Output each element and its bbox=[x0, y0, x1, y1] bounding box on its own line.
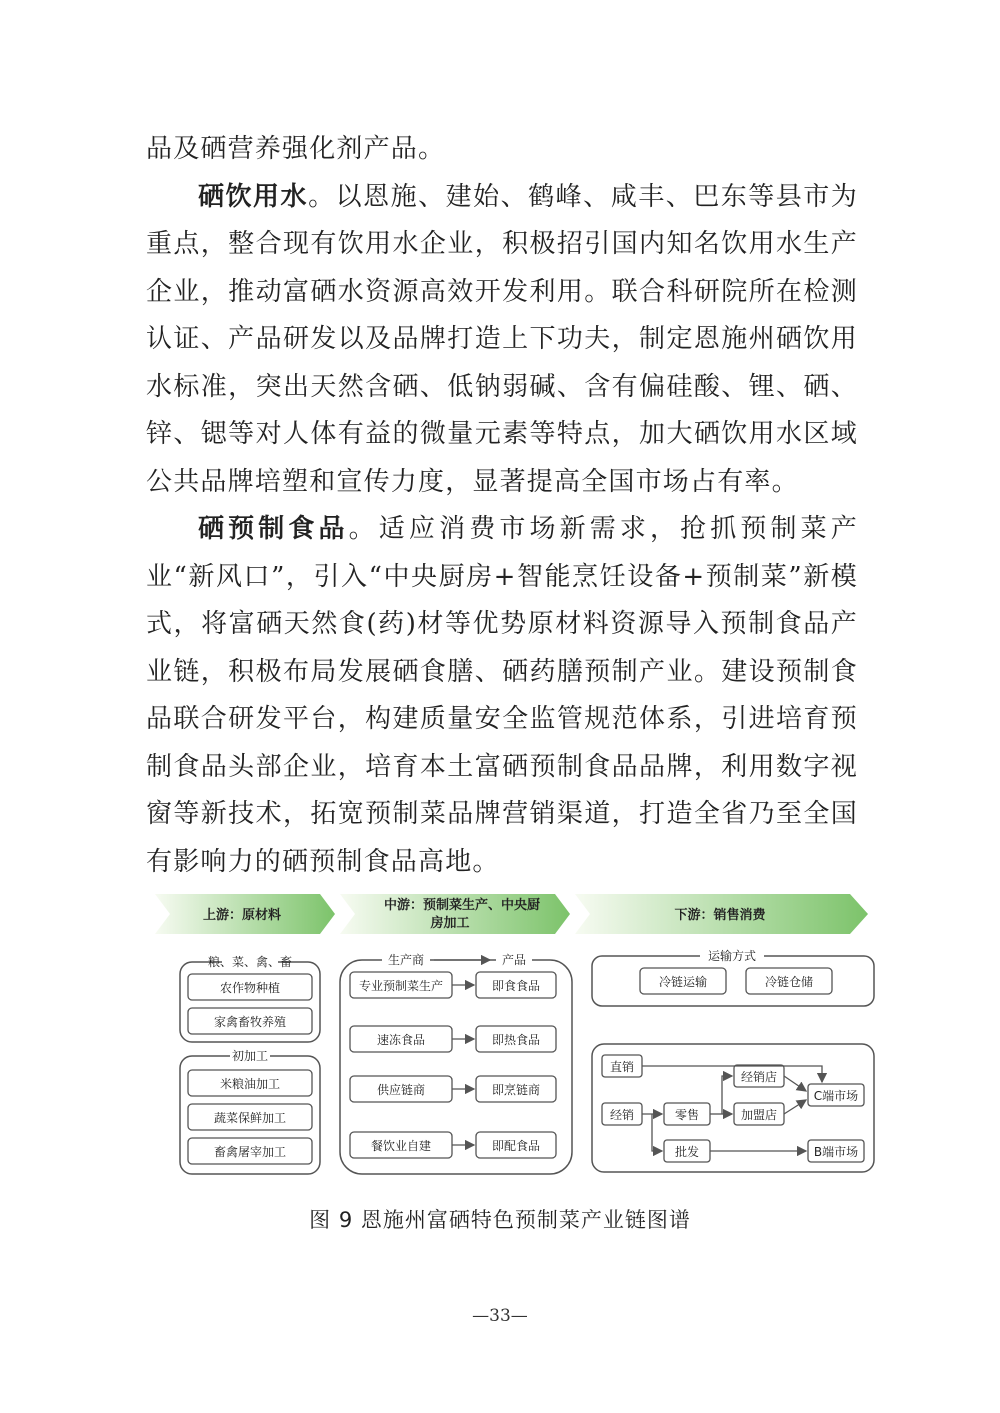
industry-chain-diagram bbox=[150, 884, 880, 1184]
flow-arrow bbox=[784, 1100, 806, 1114]
upstream-group2-label: 初加工 bbox=[231, 1049, 269, 1063]
product: 即热食品 bbox=[491, 1033, 541, 1047]
upstream-item: 米粮油加工 bbox=[219, 1077, 281, 1091]
product: 即食食品 bbox=[491, 979, 541, 993]
paragraph-body: 。适应消费市场新需求，抢抓预制菜产业“新风口”，引入“中央厨房+智能烹饪设备+预制菜”新模式，将富硒天然食(药)材等优势原材料资源导入预制食品产业链，积极布局发展硒食膳、硒药膳预制产业。建设预制食品联合研发平台，构建质量安全监管规范体系，引进培育预制食品头部企业，培育本土富硒预制食品品牌，利用数字视窗等新技术，拓宽预制菜品牌营销渠道，打造全省乃至全国有影响力的硒预制食品高地。 bbox=[146, 514, 858, 877]
paragraph-lead: 硒饮用水 bbox=[198, 181, 309, 212]
flow-arrow bbox=[642, 1066, 822, 1082]
flow-arrow bbox=[784, 1076, 806, 1091]
paragraph-prepared-food bbox=[146, 506, 858, 886]
midstream-header-line2: 房加工 bbox=[430, 916, 470, 931]
transport-item: 冷链仓储 bbox=[764, 975, 814, 989]
product: 即烹链商 bbox=[491, 1083, 541, 1097]
upstream-item: 蔬菜保鲜加工 bbox=[213, 1111, 287, 1125]
c-market: C端市场 bbox=[813, 1089, 859, 1103]
dealer: 经销店 bbox=[740, 1070, 778, 1084]
paragraph-selenium-water bbox=[146, 174, 858, 507]
downstream-header: 下游：销售消费 bbox=[674, 908, 766, 923]
midstream-header-line1: 中游：预制菜生产、中央厨 bbox=[383, 898, 541, 913]
producer: 专业预制菜生产 bbox=[358, 979, 444, 993]
wholesale: 批发 bbox=[674, 1145, 700, 1159]
flow-arrow bbox=[652, 1114, 662, 1151]
paragraph-lead: 硒预制食品 bbox=[198, 514, 349, 544]
paragraph-continuation: 品及硒营养强化剂产品。 bbox=[146, 134, 446, 164]
upstream-item: 畜禽屠宰加工 bbox=[213, 1145, 287, 1159]
figure-caption: 图 9 恩施州富硒特色预制菜产业链图谱 bbox=[309, 1208, 691, 1232]
retail: 零售 bbox=[674, 1108, 700, 1122]
distribution: 经销 bbox=[609, 1108, 635, 1122]
flow-arrow bbox=[722, 1076, 732, 1114]
b-market: B端市场 bbox=[813, 1145, 859, 1159]
product: 即配食品 bbox=[491, 1139, 541, 1153]
midstream-product-label: 产品 bbox=[501, 953, 527, 967]
upstream-header: 上游：原材料 bbox=[202, 908, 282, 923]
page-number: —33— bbox=[472, 1306, 528, 1326]
transport-item: 冷链运输 bbox=[658, 975, 708, 989]
upstream-group1-label: 粮、菜、禽、畜 bbox=[207, 955, 293, 969]
paragraph-body: 。以恩施、建始、鹤峰、咸丰、巴东等县市为重点，整合现有饮用水企业，积极招引国内知名饮用水生产企业，推动富硒水资源高效开发利用。联合科研院所在检测认证、产品研发以及品牌打造上下功夫，制定恩施州硒饮用水标准，突出天然含硒、低钠弱碱、含有偏硅酸、锂、硒、锌、锶等对人体有益的微量元素等特点，加大硒饮用水区域公共品牌培塑和宣传力度，显著提高全国市场占有率。 bbox=[146, 181, 858, 497]
transport-label: 运输方式 bbox=[707, 949, 757, 963]
franchise: 加盟店 bbox=[740, 1108, 778, 1122]
producer: 速冻食品 bbox=[376, 1033, 426, 1047]
direct-sales: 直销 bbox=[609, 1060, 635, 1074]
upstream-item: 家禽畜牧养殖 bbox=[213, 1015, 287, 1029]
body-text bbox=[146, 126, 858, 886]
producer: 供应链商 bbox=[376, 1083, 426, 1097]
producer: 餐饮业自建 bbox=[370, 1139, 432, 1153]
midstream-producer-label: 生产商 bbox=[387, 953, 425, 967]
upstream-item: 农作物种植 bbox=[219, 981, 281, 995]
